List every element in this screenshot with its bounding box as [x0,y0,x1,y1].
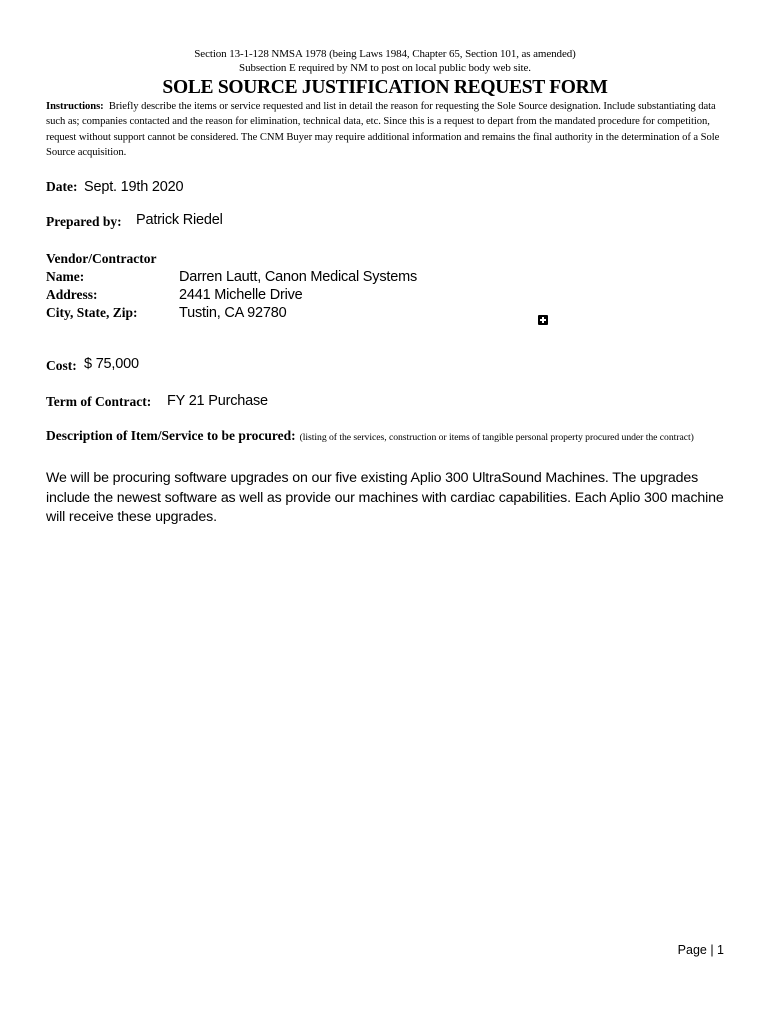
description-note: (listing of the services, construction or items of tangible personal property procured under the contract) [299,432,694,443]
term-field[interactable]: FY 21 Purchase [167,393,268,409]
form-title: SOLE SOURCE JUSTIFICATION REQUEST FORM [162,77,608,98]
description-label: Description of Item/Service to be procured: [46,428,296,443]
description-heading [46,429,726,445]
posting-requirement: Subsection E required by NM to post on local public body web site. [239,62,531,74]
term-label: Term of Contract: [46,394,152,409]
page-number: Page | 1 [677,943,724,957]
vendor-name-label: Name: [46,269,85,284]
plus-square-icon[interactable] [538,315,548,325]
cost-label: Cost: [46,358,77,373]
vendor-address-label: Address: [46,287,98,302]
prepared-by-label: Prepared by: [46,214,122,229]
instructions-block [46,99,736,161]
date-field[interactable]: Sept. 19th 2020 [84,179,184,195]
prepared-by-field[interactable]: Patrick Riedel [136,212,223,228]
statute-reference: Section 13-1-128 NMSA 1978 (being Laws 1984, Chapter 65, Section 101, as amended) [194,48,576,60]
description-field[interactable]: We will be procuring software upgrades on our five existing Aplio 300 UltraSound Machines. The upgrades include the newest software as well as provide our machines with cardiac capabilities. Each Aplio 300 machine will receive these upgrades. [46,470,724,526]
vendor-name-field[interactable]: Darren Lautt, Canon Medical Systems [179,269,417,285]
date-label: Date: [46,179,78,194]
vendor-heading: Vendor/Contractor [46,251,157,266]
vendor-city-field[interactable]: Tustin, CA 92780 [179,305,287,321]
vendor-city-label: City, State, Zip: [46,305,138,320]
instructions-label: Instructions: [46,101,104,112]
instructions-text: Briefly describe the items or service requested and list in detail the reason for requesting the Sole Source designation. Include substantiating data such as; companies contacted and the reason for elimination, technical data, etc. Since this is a request to depart from the mandated procedure for competition, request without support cannot be considered. The CNM Buyer may require additional information and remains the final authority in the determination of a Sole Source acquisition. [46,101,720,159]
vendor-address-field[interactable]: 2441 Michelle Drive [179,287,303,303]
cost-field[interactable]: $ 75,000 [84,356,139,372]
